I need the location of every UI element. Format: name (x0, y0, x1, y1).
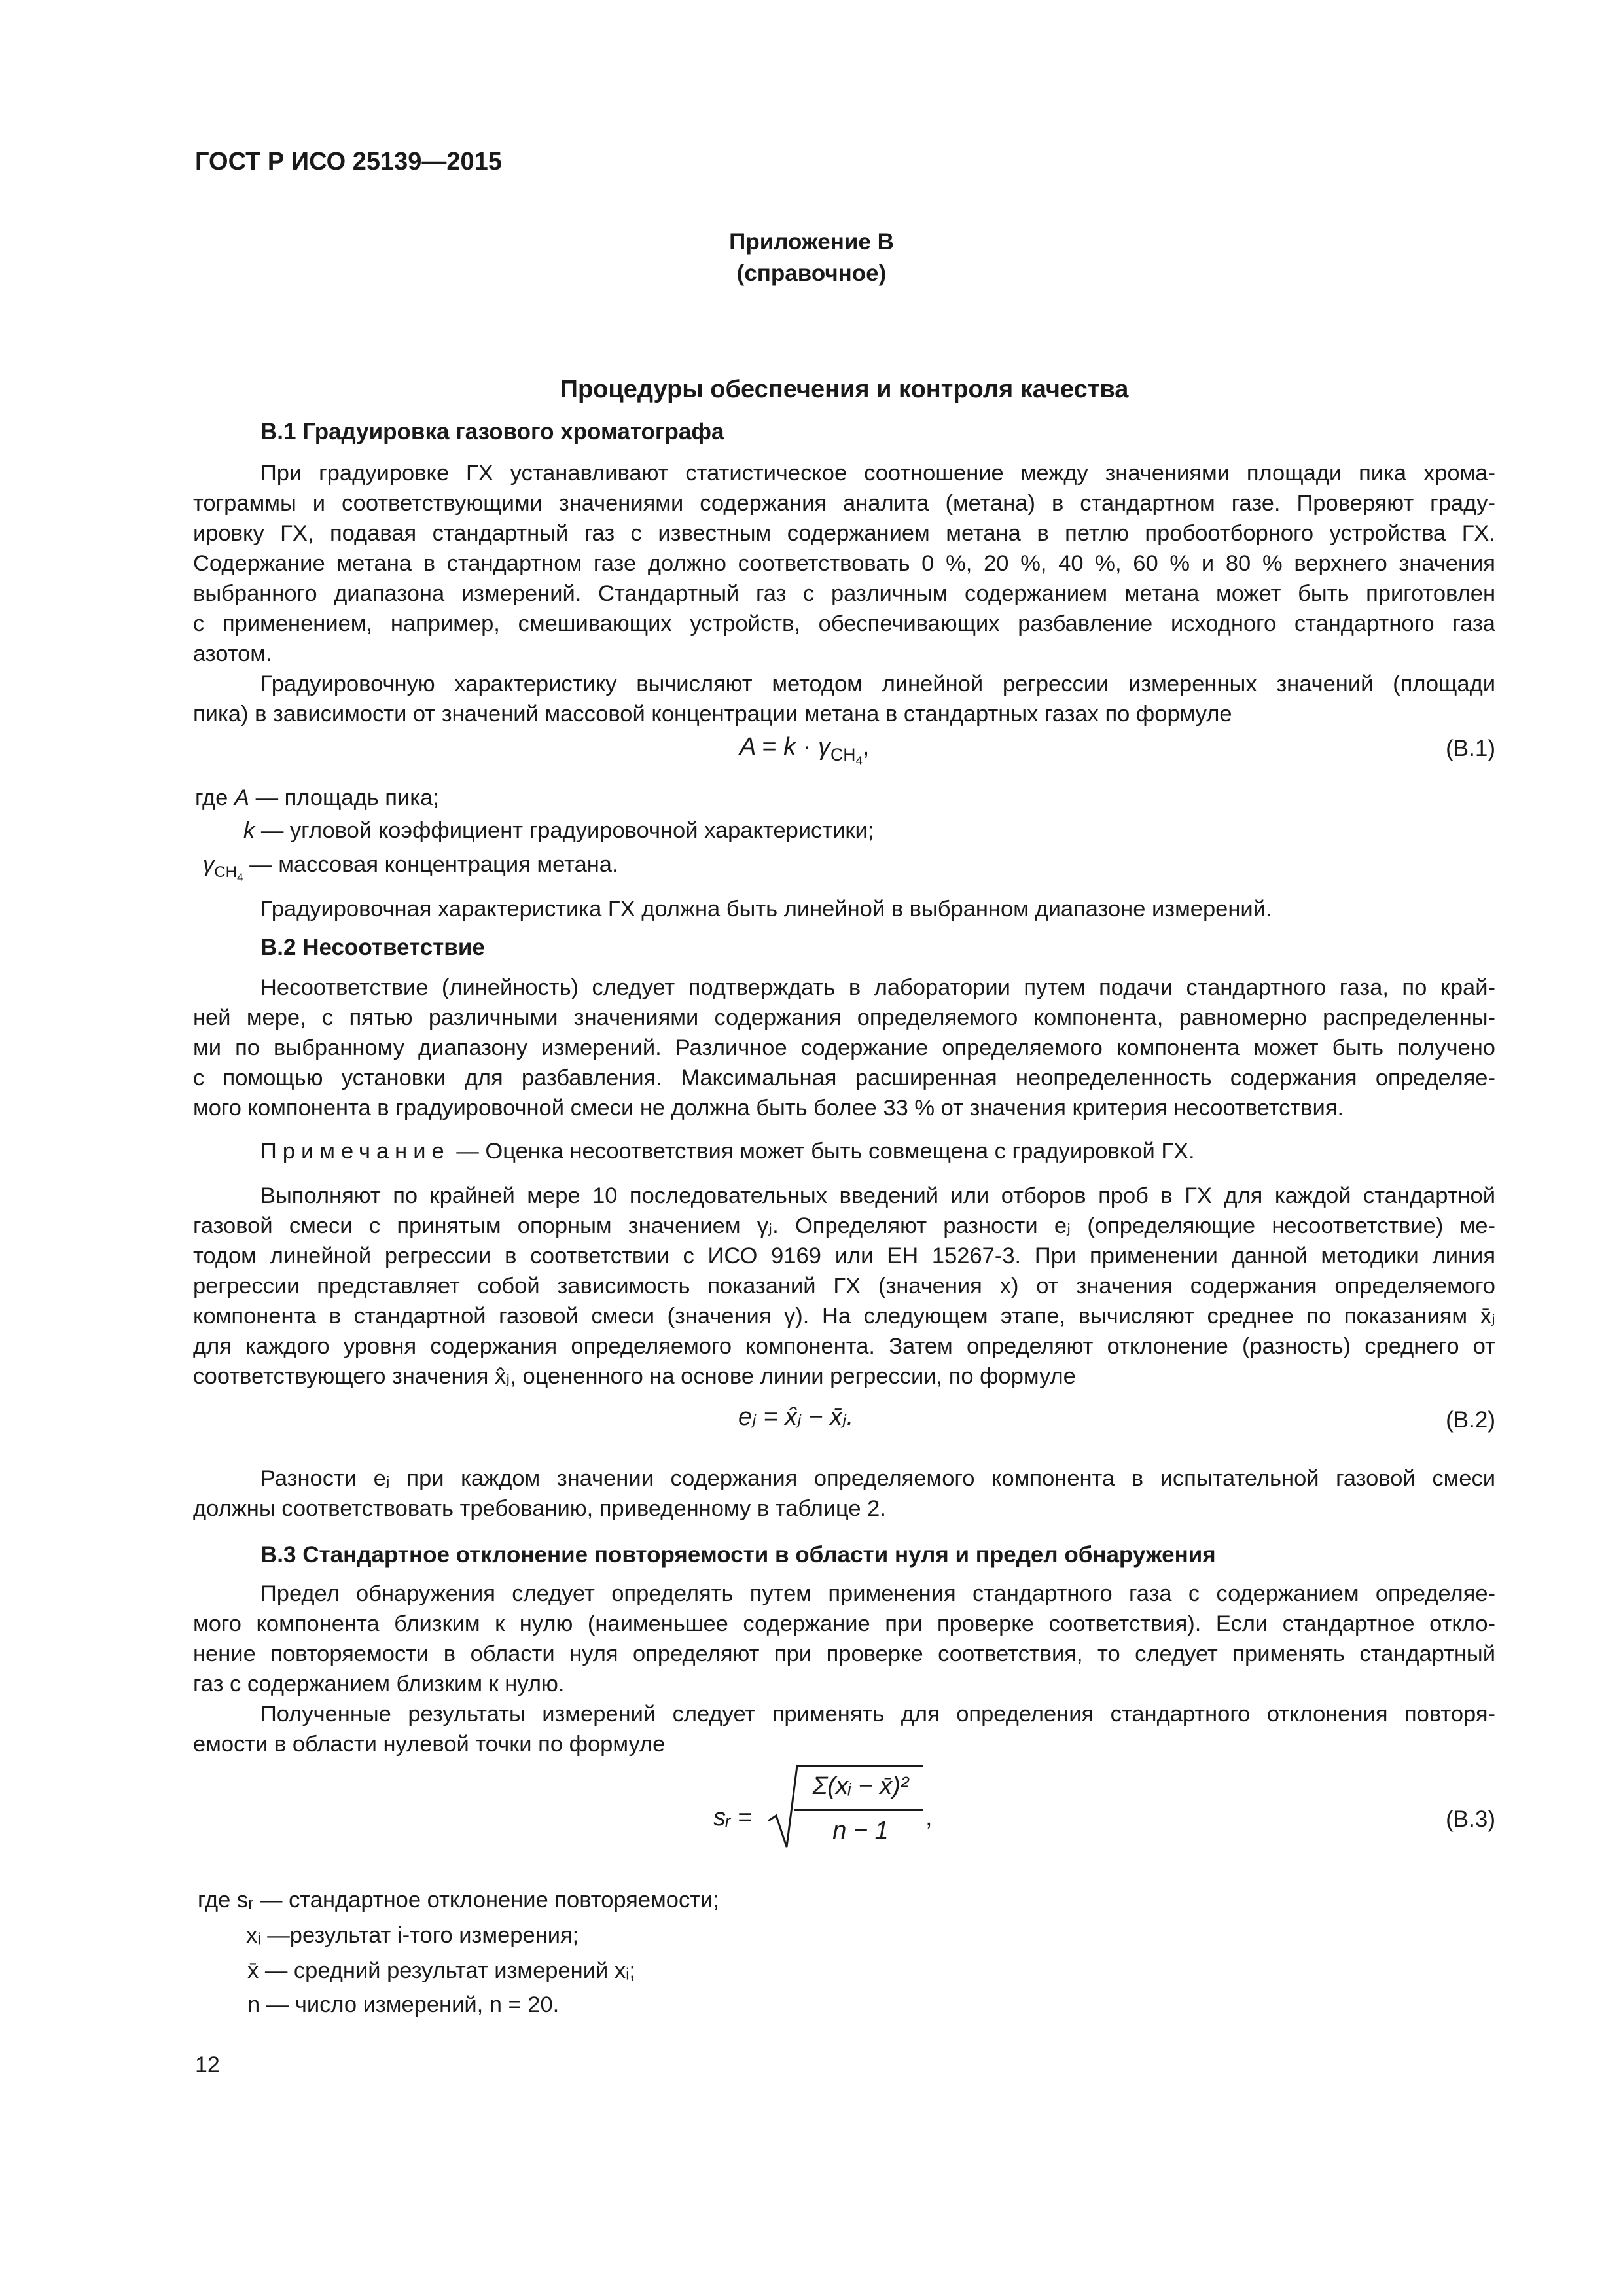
note (260, 1136, 1195, 1166)
equation-number-b3: (B.3) (1446, 1806, 1495, 1832)
legend-symbol: γ (203, 852, 215, 877)
text-line: должны соответствовать требованию, приведенному в таблице 2. (193, 1496, 886, 1521)
note-text: — Оценка несоответствия может быть совмещена с градуировкой ГХ. (456, 1139, 1195, 1164)
eq-punct: , (925, 1804, 933, 1831)
text-line: для каждого уровня содержания определяемого компонента. Затем определяют отклонение (разность) среднего от (193, 1334, 1495, 1359)
legend-subscript: 4 (237, 870, 243, 884)
legend-symbol: k (243, 818, 255, 843)
heading-b1: В.1 Градуировка газового хроматографа (260, 419, 724, 444)
eq-symbol: γ (818, 733, 831, 761)
text-line: Предел обнаружения следует определять путем применения стандартного газа с содержанием определяе- (260, 1581, 1495, 1606)
appendix-kind: (справочное) (736, 260, 887, 286)
eq-symbol: k (783, 733, 796, 761)
eq-subscript: 4 (855, 753, 863, 767)
b1-paragraph-1 (193, 458, 1495, 729)
text-line: Несоответствие (линейность) следует подтверждать в лаборатории путем подачи стандартного газа, по край- (260, 975, 1495, 1000)
b2-paragraph-1 (193, 973, 1495, 1123)
legend-row (243, 816, 874, 846)
legend-text: — площадь пика; (255, 785, 439, 810)
b3-paragraph-1 (193, 1579, 1495, 1759)
text-line: соответствующего значения x̂ⱼ, оцененного на основе линии регрессии, по формуле (193, 1364, 1076, 1389)
text-line: Полученные результаты измерений следует применять для определения стандартного отклонения повторя- (260, 1702, 1495, 1727)
fraction-bar (794, 1809, 923, 1811)
text-line: регрессии представляет собой зависимость показаний ГХ (значения x) от значения содержания определяемого (193, 1274, 1495, 1299)
equation-b2: eⱼ = x̂ⱼ − x̄ⱼ. (738, 1403, 854, 1431)
text-line: При градуировке ГХ устанавливают статистическое соотношение между значениями площади пика хрома- (260, 461, 1495, 486)
equation-number-b2: (B.2) (1446, 1407, 1495, 1433)
text-line: мого компонента в градуировочной смеси не должна быть более 33 % от значения критерия несоответствия. (193, 1096, 1344, 1121)
section-title: Процедуры обеспечения и контроля качества (560, 376, 1129, 403)
legend-where: где (195, 785, 228, 810)
b1-paragraph-3 (193, 894, 1495, 924)
eq-symbol: A (740, 733, 755, 761)
legend-symbol: A (234, 785, 249, 810)
text-line: нение повторяемости в области нуля определяют при проверке соответствия, то следует применять стандартный (193, 1641, 1495, 1666)
legend-row: n — число измерений, n = 20. (247, 1992, 560, 2017)
heading-b2: В.2 Несоответствие (260, 935, 485, 960)
text-line: компонента в стандартной газовой смеси (значения γ). На следующем этапе, вычисляют среднее по показаниям x̄ⱼ (193, 1304, 1495, 1329)
b2-paragraph-2 (193, 1181, 1495, 1391)
text-line: тодом линейной регрессии в соответствии с ИСО 9169 или ЕН 15267-3. При применении данной методики линия (193, 1244, 1495, 1268)
text-line: мого компонента близким к нулю (наименьшее содержание при проверке соответствия). Если стандартное откло- (193, 1611, 1495, 1636)
legend-row: x̄ — средний результат измерений xᵢ; (247, 1958, 636, 1983)
text-line: ми по выбранному диапазону измерений. Различное содержание определяемого компонента может быть получено (193, 1035, 1495, 1060)
text-line: Градуировочная характеристика ГХ должна быть линейной в выбранном диапазоне измерений. (260, 897, 1272, 922)
eq-punct: , (862, 733, 870, 761)
legend-text: — массовая концентрация метана. (249, 852, 618, 877)
eq-subscript: CH (830, 744, 856, 764)
text-line: тограммы и соответствующими значениями содержания аналита (метана) в стандартном газе. Проверяют граду- (193, 491, 1495, 516)
text-line: ней мере, с пятью различными значениями содержания определяемого компонента, равномерно распределенны- (193, 1005, 1495, 1030)
text-line: с помощью установки для разбавления. Максимальная расширенная неопределенность содержания определяе- (193, 1066, 1495, 1090)
text-line: газовой смеси с принятым опорным значением γⱼ. Определяют разности eⱼ (определяющие несоответствие) ме- (193, 1213, 1495, 1238)
eq-numerator: Σ(xᵢ − x̄)² (812, 1772, 909, 1800)
eq-operator: = (762, 733, 777, 761)
text-line: пика) в зависимости от значений массовой концентрации метана в стандартных газах по формуле (193, 702, 1232, 726)
text-line: азотом. (193, 641, 272, 666)
legend-row: где sᵣ — стандартное отклонение повторяемости; (198, 1888, 719, 1912)
text-line: ировку ГХ, подавая стандартный газ с известным содержанием метана в петлю пробоотборного устройства ГХ. (193, 521, 1495, 546)
legend-row (203, 850, 618, 893)
text-line: Градуировочную характеристику вычисляют методом линейной регрессии измеренных значений (площади (260, 672, 1495, 696)
eq-lhs: sᵣ = (713, 1804, 753, 1831)
legend-text: — угловой коэффициент градуировочной характеристики; (260, 818, 874, 843)
equation-number-b1: (B.1) (1446, 736, 1495, 761)
eq-denominator: n − 1 (832, 1817, 889, 1844)
text-line: с применением, например, смешивающих устройств, обеспечивающих разбавление исходного стандартного газа (193, 611, 1495, 636)
equation-b1 (740, 733, 869, 768)
text-line: Содержание метана в стандартном газе должно соответствовать 0 %, 20 %, 40 %, 60 % и 80 % верхнего значения (193, 551, 1495, 576)
legend-subscript: CH (214, 863, 238, 881)
eq-operator: · (802, 733, 812, 761)
legend-row (195, 783, 439, 813)
appendix-label: Приложение В (729, 229, 894, 255)
text-line: Разности eⱼ при каждом значении содержания определяемого компонента в испытательной газовой смеси (260, 1466, 1495, 1491)
page-number: 12 (195, 2053, 220, 2077)
text-line: газ с содержанием близким к нулю. (193, 1672, 565, 1696)
legend-row: xᵢ —результат i-того измерения; (246, 1923, 579, 1948)
text-line: емости в области нулевой точки по формуле (193, 1732, 666, 1757)
document-code-header: ГОСТ Р ИСО 25139—2015 (195, 148, 502, 175)
b2-paragraph-3 (193, 1463, 1495, 1524)
text-line: Выполняют по крайней мере 10 последовательных введений или отборов проб в ГХ для каждой стандартной (260, 1183, 1495, 1208)
heading-b3: В.3 Стандартное отклонение повторяемости в области нуля и предел обнаружения (260, 1542, 1216, 1568)
note-label: Примечание (260, 1139, 450, 1164)
text-line: выбранного диапазона измерений. Стандартный газ с различным содержанием метана может быть приготовлен (193, 581, 1495, 606)
